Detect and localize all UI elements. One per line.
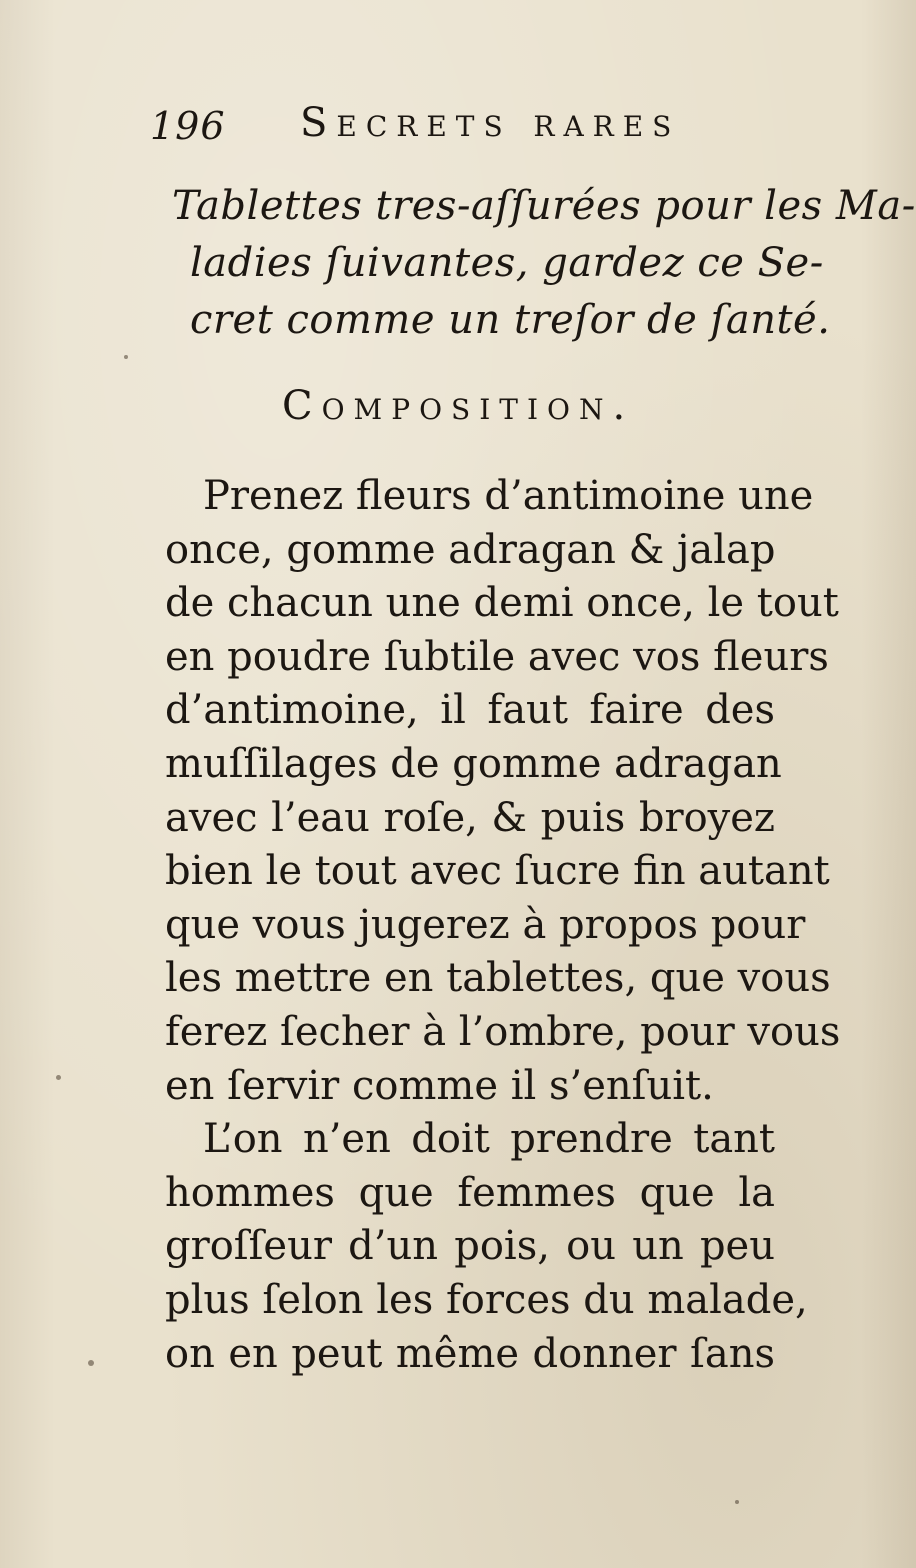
- title-line: cret comme un treſor de ſanté.: [190, 297, 831, 343]
- paper-speck: [88, 1360, 94, 1366]
- paragraph-line: d’antimoine, il faut faire des: [165, 687, 775, 734]
- paragraph-line: les mettre en tablettes, que vous: [165, 955, 831, 1002]
- paragraph-line: avec l’eau roſe, & puis broyez: [165, 794, 775, 841]
- paragraph-line: L’on n’en doit prendre tant: [203, 1116, 775, 1163]
- paragraph-line: en ſervir comme il s’enſuit.: [165, 1062, 714, 1109]
- page-number: 196: [150, 104, 226, 148]
- paragraph-line: plus ſelon les forces du malade,: [165, 1276, 808, 1323]
- section-heading: Composition.: [282, 383, 635, 429]
- paragraph-line: ferez ſecher à l’ombre, pour vous: [165, 1008, 841, 1055]
- paragraph-line: once, gomme adragan & jalap: [165, 526, 776, 573]
- paragraph-line: on en peut même donner ſans: [165, 1330, 775, 1377]
- paragraph-line: muſſilages de gomme adragan: [165, 740, 782, 787]
- paragraph-line: Prenez fleurs d’antimoine une: [203, 473, 814, 519]
- paragraph-line: bien le tout avec ſucre fin autant: [165, 848, 830, 895]
- title-line: Tablettes tres-aſſurées pour les Ma-: [172, 183, 916, 229]
- recipe-title: [172, 178, 916, 349]
- paragraph-line: que vous jugerez à propos pour: [165, 901, 806, 948]
- body-text: [165, 470, 841, 1381]
- paragraph-line: groſſeur d’un pois, ou un peu: [165, 1223, 775, 1270]
- paper-speck: [56, 1075, 61, 1080]
- title-line: ladies ſuivantes, gardez ce Se-: [190, 240, 824, 286]
- paragraph-line: hommes que femmes que la: [165, 1169, 775, 1216]
- paragraph-line: en poudre ſubtile avec vos fleurs: [165, 633, 829, 680]
- running-head: Secrets rares: [300, 100, 681, 146]
- paragraph-line: de chacun une demi once, le tout: [165, 580, 839, 627]
- page-header: [150, 100, 710, 160]
- paper-speck: [124, 355, 128, 359]
- paper-speck: [735, 1500, 739, 1504]
